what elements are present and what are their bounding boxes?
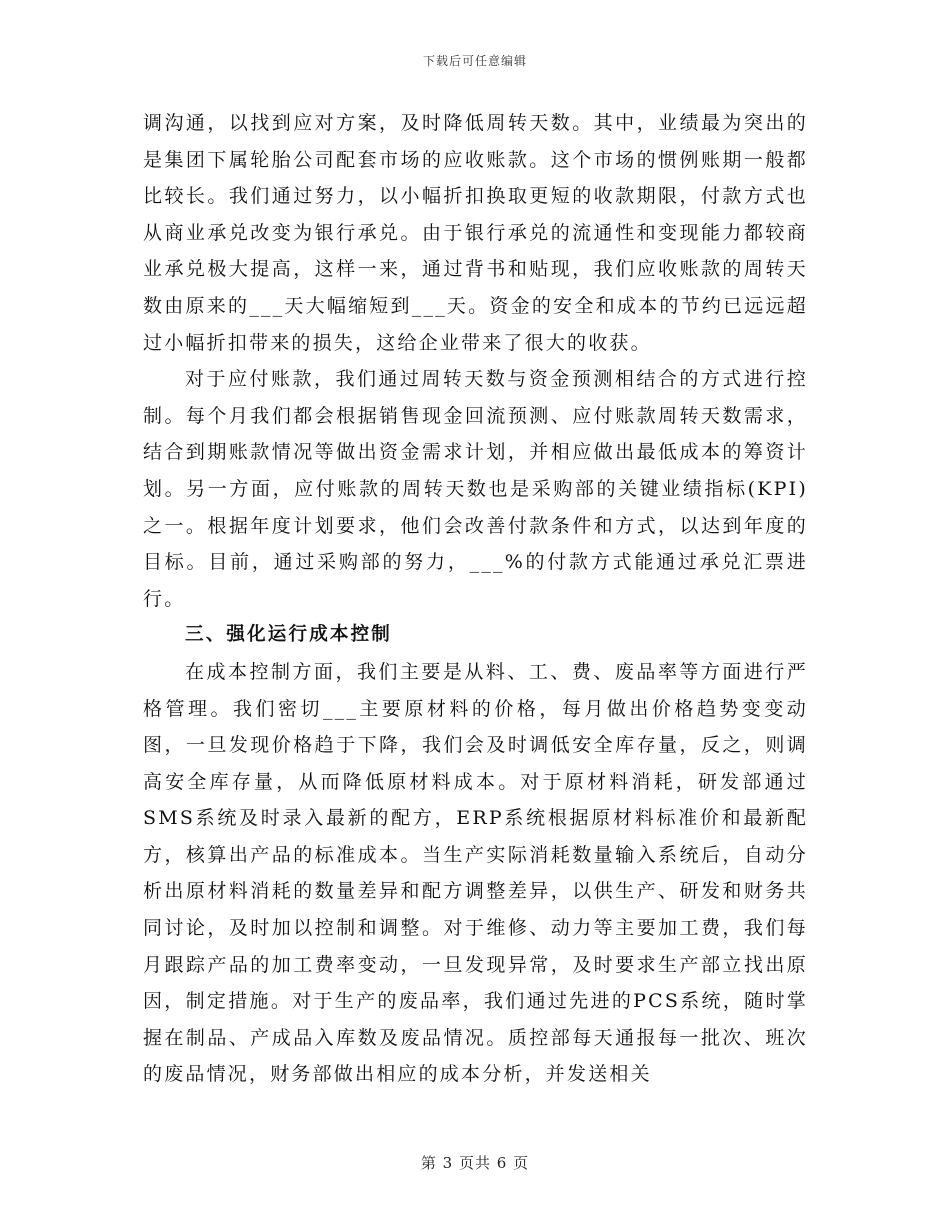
paragraph-payables: 对于应付账款，我们通过周转天数与资金预测相结合的方式进行控制。每个月我们都会根据销售现金回流预测、应付账款周转天数需求，结合到期账款情况等做出资金需求计划，并相应做出最低成本的筹资计划。另一方面，应付账款的周转天数也是采购部的关键业绩指标(KPI)之一。根据年度计划要求，他们会改善付款条件和方式，以达到年度的目标。目前，通过采购部的努力，___%的付款方式能通过承兑汇票进行。	[143, 368, 808, 610]
paragraph-cost-control: 在成本控制方面，我们主要是从料、工、费、废品率等方面进行严格管理。我们密切___主要原材料的价格，每月做出价格趋势变变动图，一旦发现价格趋于下降，我们会及时调低安全库存量，反之，则调高安全库存量，从而降低原材料成本。对于原材料消耗，研发部通过SMS系统及时录入最新的配方，ERP系统根据原材料标准价和最新配方，核算出产品的标准成本。当生产实际消耗数量输入系统后，自动分析出原材料消耗的数量差异和配方调整差异，以供生产、研发和财务共同讨论，及时加以控制和调整。对于维修、动力等主要加工费，我们每月跟踪产品的加工费率变动，一旦发现异常，及时要求生产部立找出原因，制定措施。对于生产的废品率，我们通过先进的PCS系统，随时掌握在制品、产成品入库数及废品情况。质控部每天通报每一批次、班次的废品情况，财务部做出相应的成本分析，并发送相关	[143, 660, 808, 1086]
page-header: 下载后可任意编辑	[422, 54, 527, 68]
document-body	[143, 105, 808, 1093]
paragraph-receivables-continued: 调沟通，以找到应对方案，及时降低周转天数。其中，业绩最为突出的是集团下属轮胎公司配套市场的应收账款。这个市场的惯例账期一般都比较长。我们通过努力，以小幅折扣换取更短的收款期限，付款方式也从商业承兑改变为银行承兑。由于银行承兑的流通性和变现能力都较商业承兑极大提高，这样一来，通过背书和贴现，我们应收账款的周转天数由原来的___天大幅缩短到___天。资金的安全和成本的节约已远远超过小幅折扣带来的损失，这给企业带来了很大的收获。	[143, 112, 808, 354]
page-number-footer: 第 3 页共 6 页	[420, 1154, 530, 1172]
section-heading: 三、强化运行成本控制	[185, 624, 393, 646]
